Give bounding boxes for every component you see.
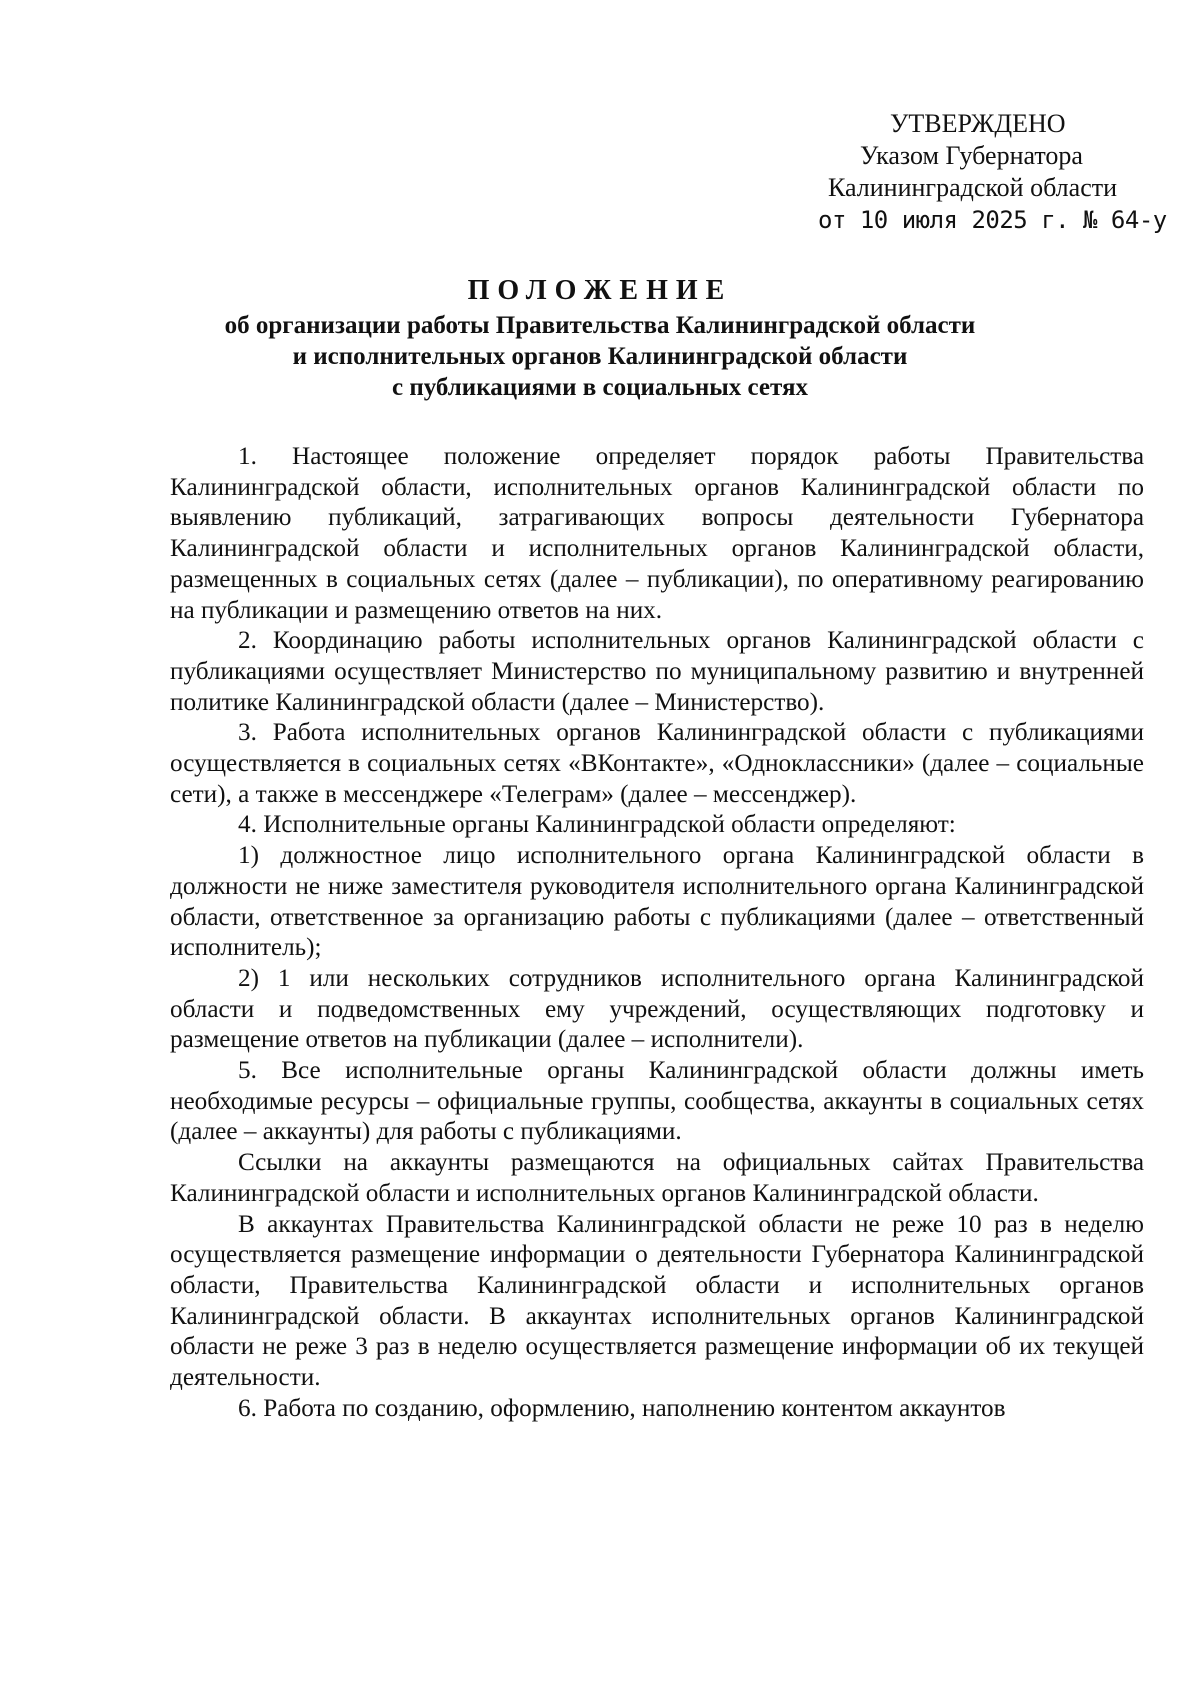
paragraph: Ссылки на аккаунты размещаются на официальных сайтах Правительства Калининградской области и исполнительных органов Калининградской области. — [170, 1149, 1144, 1207]
document-heading: ПОЛОЖЕНИЕ — [467, 275, 733, 306]
paragraph: 6. Работа по созданию, оформлению, наполнению контентом аккаунтов — [238, 1394, 1006, 1422]
paragraph: 4. Исполнительные органы Калининградской области определяют: — [238, 811, 956, 839]
paragraph: В аккаунтах Правительства Калининградской области не реже 10 раз в неделю осуществляется размещение информации о деятельности Губернатора Калининградской области, Правительства Калининградской области и исполнительных органов Калининградской области. В аккаунтах исполнительных органов Калининградской области не реже 3 раз в неделю осуществляется размещение информации об их текущей деятельности. — [170, 1210, 1144, 1392]
document-subtitle-line: и исполнительных органов Калининградской области — [292, 343, 908, 370]
document-title — [150, 272, 1050, 403]
paragraph: 3. Работа исполнительных органов Калининградской области с публикациями осуществляется в социальных сетях «ВКонтакте», «Одноклассники» (далее – социальные сети), а также в мессенджере «Телеграм» (далее – мессенджер). — [170, 719, 1144, 808]
document-body — [170, 442, 1144, 1425]
paragraph: 2) 1 или нескольких сотрудников исполнительного органа Калининградской области и подведомственных ему учреждений, осуществляющих подготовку и размещение ответов на публикации (далее – исполнители). — [170, 964, 1144, 1054]
document-subtitle-line: с публикациями в социальных сетях — [391, 374, 809, 401]
paragraph: 2. Координацию работы исполнительных органов Калининградской области с публикациями осуществляет Министерство по муниципальному развитию и внутренней политике Калининградской области (далее – Министерство). — [170, 627, 1144, 716]
paragraph: 5. Все исполнительные органы Калининградской области должны иметь необходимые ресурсы – официальные группы, сообщества, аккаунты в социальных сетях (далее – аккаунты) для работы с публикациями. — [170, 1057, 1144, 1146]
approval-decree: Указом Губернатора — [860, 141, 1083, 170]
document-subtitle-line: об организации работы Правительства Калининградской области — [224, 312, 976, 339]
paragraph: 1) должностное лицо исполнительного органа Калининградской области в должности не ниже заместителя руководителя исполнительного органа Калининградской области, ответственное за организацию работы с публикациями (далее – ответственный исполнитель); — [170, 842, 1144, 962]
approval-region: Калининградской области — [828, 173, 1118, 202]
approval-stamp — [818, 108, 1167, 236]
paragraph: 1. Настоящее положение определяет порядок работы Правительства Калининградской области, исполнительных органов Калининградской области по выявлению публикаций, затрагивающих вопросы деятельности Губернатора Калининградской области и исполнительных органов Калининградской области, размещенных в социальных сетях (далее – публикации), по оперативному реагированию на публикации и размещению ответов на них. — [170, 443, 1144, 624]
approval-date-number: от 10 июля 2025 г. № 64-у — [818, 206, 1167, 234]
approval-label: УТВЕРЖДЕНО — [890, 109, 1066, 138]
